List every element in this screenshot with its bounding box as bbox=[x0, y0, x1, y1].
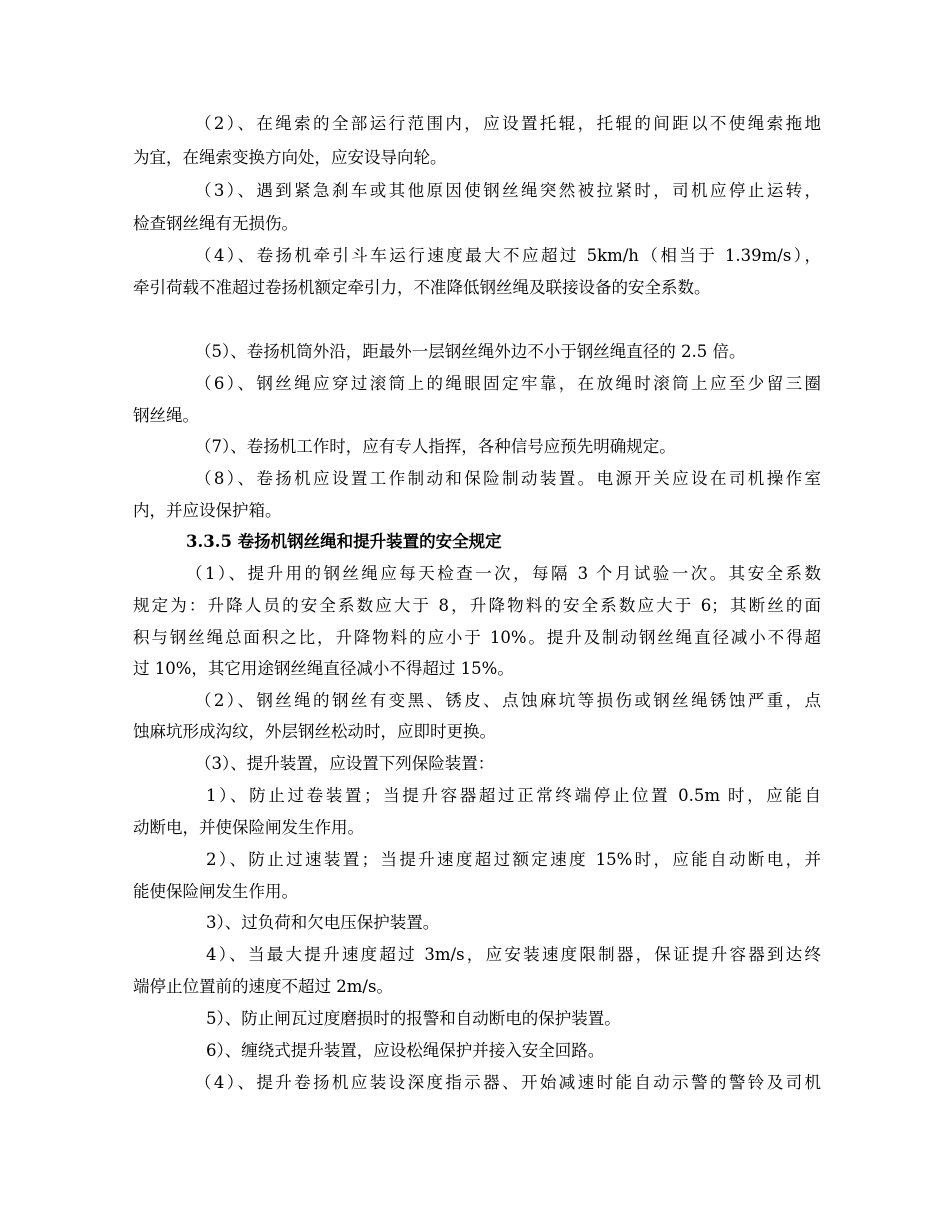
paragraph-line: 4）、当最大提升速度超过 3m/s，应安装速度限制器，保证提升容器到达终 bbox=[206, 945, 821, 964]
paragraph-line: 5）、防止闸瓦过度磨损时的报警和自动断电的保护装置。 bbox=[206, 1009, 621, 1028]
paragraph-line: 蚀麻坑形成沟纹，外层钢丝松动时，应即时更换。 bbox=[133, 722, 496, 741]
paragraph-line: 6）、缠绕式提升装置，应设松绳保护并接入安全回路。 bbox=[206, 1041, 605, 1060]
paragraph-line: （6）、钢丝绳应穿过滚筒上的绳眼固定牢靠，在放绳时滚筒上应至少留三圈 bbox=[195, 374, 821, 393]
paragraph-line: 端停止位置前的速度不超过 2m/s。 bbox=[133, 977, 393, 996]
paragraph-line: 1）、防止过卷装置；当提升容器超过正常终端停止位置 0.5m 时，应能自 bbox=[206, 786, 821, 805]
paragraph-line: （7）、卷扬机工作时，应有专人指挥，各种信号应预先明确规定。 bbox=[195, 437, 676, 456]
paragraph-line: 积与钢丝绳总面积之比，升降物料的应小于 10%。提升及制动钢丝绳直径减小不得超 bbox=[133, 628, 821, 647]
paragraph-line: （4）、卷扬机牵引斗车运行速度最大不应超过 5km/h（相当于 1.39m/s）， bbox=[195, 246, 821, 265]
paragraph-line: 过 10%，其它用途钢丝绳直径减小不得超过 15%。 bbox=[133, 659, 514, 678]
paragraph-line: 内，并应设保护箱。 bbox=[133, 501, 282, 520]
paragraph-line: （4）、提升卷扬机应装设深度指示器、开始减速时能自动示警的警铃及司机 bbox=[195, 1073, 821, 1092]
paragraph-line: 钢丝绳。 bbox=[133, 406, 199, 425]
paragraph-line: （5）、卷扬机筒外沿，距最外一层钢丝绳外边不小于钢丝绳直径的 2.5 倍。 bbox=[195, 342, 746, 361]
section-heading: 3.3.5 卷扬机钢丝绳和提升装置的安全规定 bbox=[186, 532, 502, 551]
paragraph-line: （3）、遇到紧急刹车或其他原因使钢丝绳突然被拉紧时，司机应停止运转， bbox=[195, 181, 821, 200]
paragraph-line: （2）、在绳索的全部运行范围内，应设置托辊，托辊的间距以不使绳索拖地 bbox=[195, 114, 821, 133]
paragraph-line: 能使保险闸发生作用。 bbox=[133, 882, 298, 901]
paragraph-line: （8）、卷扬机应设置工作制动和保险制动装置。电源开关应设在司机操作室 bbox=[195, 469, 821, 488]
paragraph-line: 2）、防止过速装置；当提升速度超过额定速度 15%时，应能自动断电，并 bbox=[206, 850, 821, 869]
paragraph-line: （3）、提升装置，应设置下列保险装置： bbox=[195, 754, 495, 773]
paragraph-line: （2）、钢丝绳的钢丝有变黑、锈皮、点蚀麻坑等损伤或钢丝绳锈蚀严重，点 bbox=[195, 691, 821, 710]
paragraph-line: 检查钢丝绳有无损伤。 bbox=[133, 214, 298, 233]
paragraph-line: 动断电，并使保险闸发生作用。 bbox=[133, 818, 364, 837]
paragraph-line: 牵引荷载不准超过卷扬机额定牵引力，不准降低钢丝绳及联接设备的安全系数。 bbox=[133, 278, 711, 297]
paragraph-line: 为宜，在绳索变换方向处，应安设导向轮。 bbox=[133, 148, 447, 167]
paragraph-line: 3）、过负荷和欠电压保护装置。 bbox=[206, 913, 440, 932]
paragraph-line: （1）、提升用的钢丝绳应每天检查一次，每隔 3 个月试验一次。其安全系数 bbox=[186, 564, 821, 583]
paragraph-line: 规定为：升降人员的安全系数应大于 8，升降物料的安全系数应大于 6；其断丝的面 bbox=[133, 596, 821, 615]
